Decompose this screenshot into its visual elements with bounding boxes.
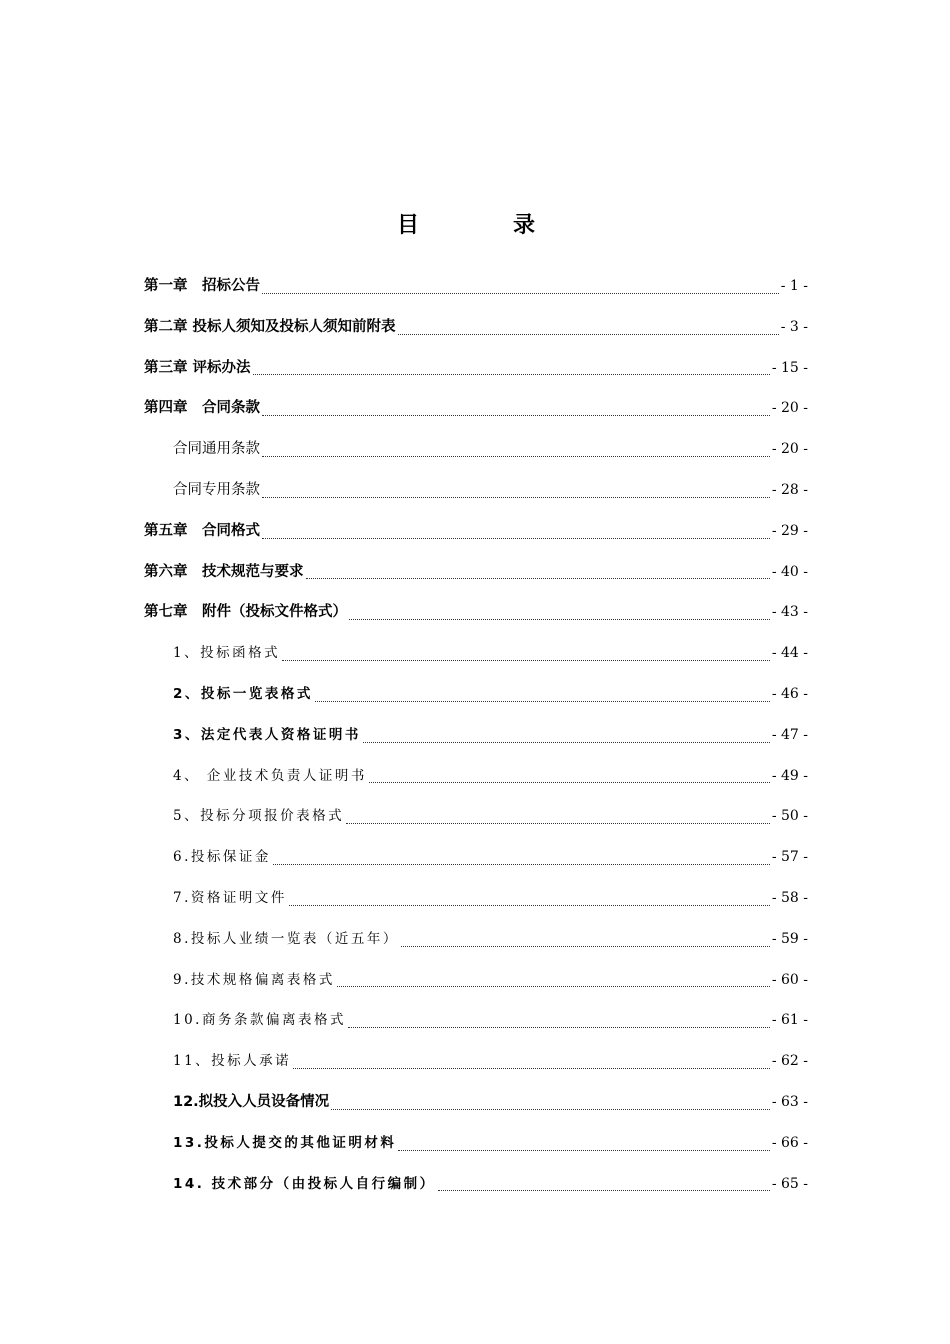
toc-entry-page: - 43 - [771,604,808,621]
toc-entry-label: 第七章 附件（投标文件格式） [144,604,347,621]
dot-leader [289,905,770,906]
toc-entry-page: - 20 - [771,441,808,458]
toc-entry[interactable] [144,960,808,1001]
toc-entry[interactable] [144,756,808,797]
dot-leader [262,456,770,457]
dot-leader [282,660,770,661]
toc-entry-page: - 57 - [771,849,808,866]
toc-entry-page: - 1 - [780,278,808,294]
toc-entry-page: - 44 - [771,645,808,662]
toc-entry-label: 第一章 招标公告 [144,278,260,294]
toc-entry-label: 1、投标函格式 [173,645,281,662]
toc-entry-label: 第三章 评标办法 [144,359,251,376]
toc-entry-label: 3、法定代表人资格证明书 [173,726,361,743]
toc-entry[interactable] [144,1041,808,1082]
dot-leader [401,946,770,947]
toc-entry-label: 第四章 合同条款 [144,400,260,417]
toc-entry-page: - 40 - [771,563,808,580]
toc-entry-label: 合同通用条款 [173,441,260,458]
toc-entry-label: 13.投标人提交的其他证明材料 [173,1134,397,1151]
toc-entry[interactable] [144,429,808,470]
toc-entry-page: - 50 - [771,808,808,825]
dot-leader [348,1027,770,1028]
toc-entry-label: 5、投标分项报价表格式 [173,808,345,825]
dot-leader [262,538,770,539]
dot-leader [331,1109,770,1110]
toc-entry-page: - 3 - [780,318,808,335]
toc-entry-label: 6.投标保证金 [173,849,271,866]
toc-entry-page: - 66 - [771,1134,808,1151]
toc-entry-label: 第五章 合同格式 [144,522,260,539]
dot-leader [315,701,770,702]
dot-leader [398,334,779,335]
toc-entry[interactable] [144,674,808,715]
toc-entry[interactable] [144,796,808,837]
toc-entry-page: - 60 - [771,971,808,988]
dot-leader [262,293,779,294]
table-of-contents [144,266,808,1204]
toc-entry-page: - 62 - [771,1053,808,1070]
dot-leader [363,742,770,743]
dot-leader [346,823,770,824]
toc-entry[interactable] [144,348,808,389]
toc-entry[interactable] [144,633,808,674]
dot-leader [273,864,770,865]
toc-title: 目 录 [396,213,571,238]
toc-entry[interactable] [144,511,808,552]
toc-entry-label: 第二章 投标人须知及投标人须知前附表 [144,318,396,335]
dot-leader [262,415,770,416]
toc-entry-page: - 46 - [771,685,808,702]
toc-entry[interactable] [144,1000,808,1041]
toc-entry-page: - 61 - [771,1012,808,1029]
toc-entry[interactable] [144,1123,808,1164]
toc-entry-page: - 65 - [771,1175,808,1192]
toc-entry-label: 10.商务条款偏离表格式 [173,1012,346,1029]
toc-entry-page: - 47 - [771,726,808,743]
toc-entry-label: 8.投标人业绩一览表（近五年） [173,930,399,947]
toc-entry[interactable] [144,1082,808,1123]
toc-entry[interactable] [144,592,808,633]
dot-leader [349,619,770,620]
dot-leader [337,986,770,987]
toc-entry[interactable] [144,388,808,429]
toc-entry-page: - 15 - [771,359,808,376]
toc-entry-page: - 63 - [771,1093,808,1110]
toc-entry-label: 第六章 技术规范与要求 [144,563,304,580]
dot-leader [398,1150,769,1151]
toc-entry-page: - 29 - [771,522,808,539]
toc-entry-page: - 59 - [771,930,808,947]
toc-entry[interactable] [144,837,808,878]
dot-leader [253,374,770,375]
toc-entry[interactable] [144,919,808,960]
toc-entry-label: 7.资格证明文件 [173,889,287,906]
toc-entry-page: - 58 - [771,889,808,906]
dot-leader [262,497,770,498]
toc-entry-label: 合同专用条款 [173,481,260,498]
toc-entry-label: 2、投标一览表格式 [173,685,313,702]
toc-entry-label: 4、 企业技术负责人证明书 [173,767,367,784]
toc-entry[interactable] [144,878,808,919]
toc-entry-page: - 28 - [771,481,808,498]
dot-leader [369,782,770,783]
toc-entry[interactable] [144,266,808,307]
toc-entry[interactable] [144,470,808,511]
toc-entry[interactable] [144,1164,808,1205]
toc-entry[interactable] [144,715,808,756]
toc-entry-page: - 49 - [771,767,808,784]
toc-entry-label: 9.技术规格偏离表格式 [173,971,335,988]
toc-entry-label: 11、投标人承诺 [173,1053,292,1070]
toc-entry[interactable] [144,307,808,348]
dot-leader [306,578,770,579]
dot-leader [293,1068,770,1069]
toc-entry-label: 14. 技术部分（由投标人自行编制） [173,1175,436,1192]
dot-leader [438,1190,770,1191]
toc-entry-page: - 20 - [771,400,808,417]
toc-entry-label: 12.拟投入人员设备情况 [173,1093,330,1110]
toc-entry[interactable] [144,552,808,593]
